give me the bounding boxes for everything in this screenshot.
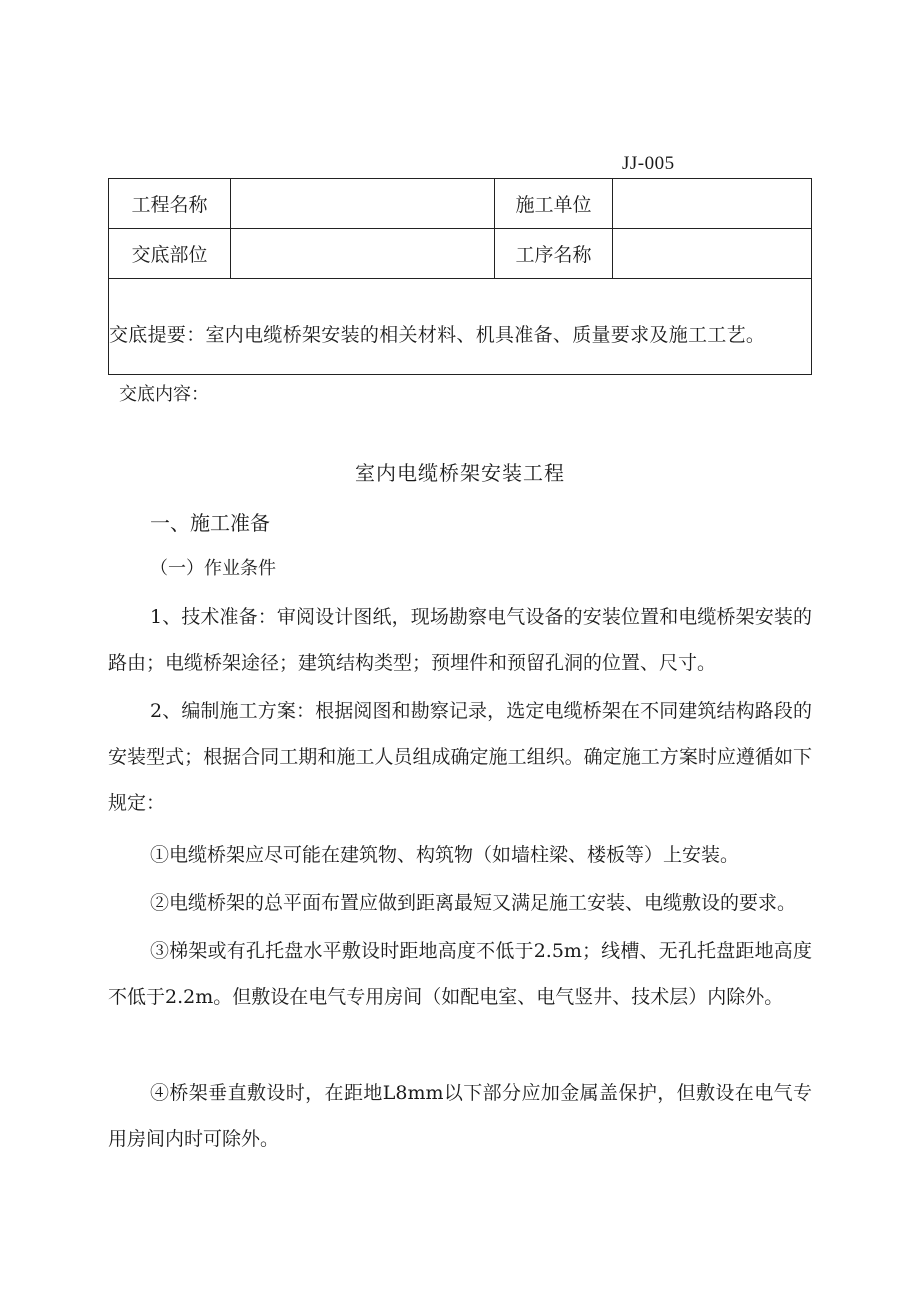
paragraph-rule-2: ②电缆桥架的总平面布置应做到距离最短又满足施工安装、电缆敷设的要求。 <box>150 892 797 914</box>
construction-unit-value <box>613 179 812 229</box>
table-row <box>109 279 812 375</box>
process-name-label: 工序名称 <box>495 229 613 279</box>
paragraph-rule-4: ④桥架垂直敷设时，在距地L8mm以下部分应加金属盖保护，但敷设在电气专用房间内时可除外。 <box>108 1082 812 1150</box>
subsection-heading: （一）作业条件 <box>150 558 276 579</box>
handover-location-label: 交底部位 <box>109 229 231 279</box>
handover-header-table <box>108 178 812 375</box>
process-name-value <box>613 229 812 279</box>
table-row <box>109 229 812 279</box>
page-title: 室内电缆桥架安装工程 <box>355 461 565 485</box>
handover-summary: 交底提要：室内电缆桥架安装的相关材料、机具准备、质量要求及施工工艺。 <box>109 279 812 375</box>
paragraph-rule-1: ①电缆桥架应尽可能在建筑物、构筑物（如墙柱梁、楼板等）上安装。 <box>150 844 740 866</box>
paragraph-technical-preparation: 1、技术准备：审阅设计图纸，现场勘察电气设备的安装位置和电缆桥架安装的路由；电缆桥架途径；建筑结构类型；预埋件和预留孔洞的位置、尺寸。 <box>108 606 812 674</box>
document-code: JJ-005 <box>622 153 675 174</box>
section-heading: 一、施工准备 <box>150 511 270 535</box>
project-name-label: 工程名称 <box>109 179 231 229</box>
project-name-value <box>231 179 495 229</box>
paragraph-rule-3: ③梯架或有孔托盘水平敷设时距地高度不低于2.5m；线槽、无孔托盘距地高度不低于2.2m。但敷设在电气专用房间（如配电室、电气竖井、技术层）内除外。 <box>108 940 812 1008</box>
table-row <box>109 179 812 229</box>
paragraph-construction-plan: 2、编制施工方案：根据阅图和勘察记录，选定电缆桥架在不同建筑结构路段的安装型式；根据合同工期和施工人员组成确定施工组织。确定施工方案时应遵循如下规定： <box>108 700 812 814</box>
content-label: 交底内容： <box>119 384 209 405</box>
construction-unit-label: 施工单位 <box>495 179 613 229</box>
handover-location-value <box>231 229 495 279</box>
